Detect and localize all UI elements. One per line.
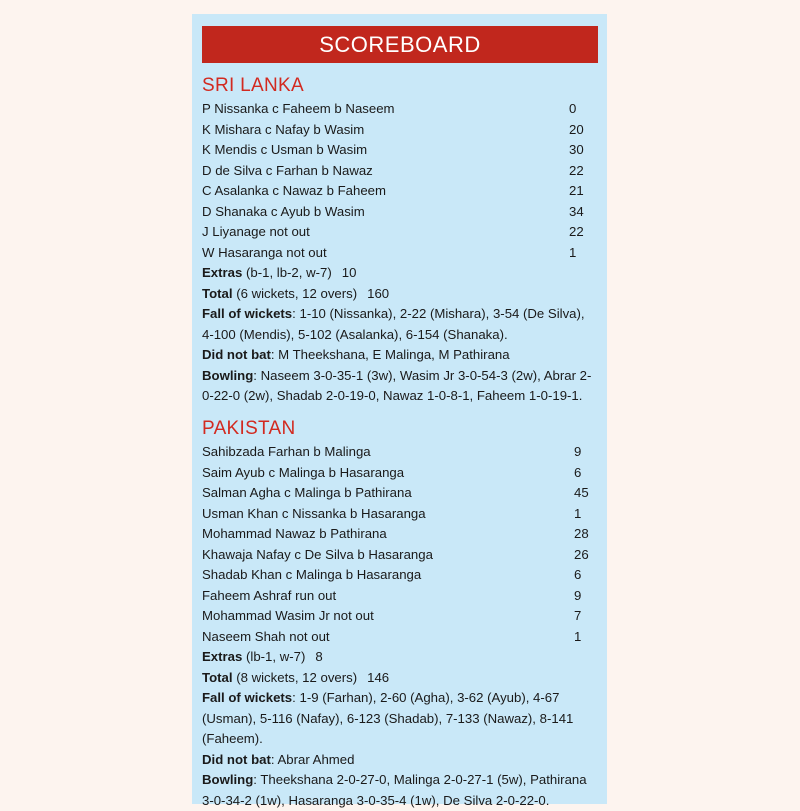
team-heading-pakistan: PAKISTAN [202,418,296,439]
pakistan-innings [202,442,597,811]
batting-row [202,586,597,607]
batting-row [202,222,597,243]
batting-row [202,243,597,264]
batting-row [202,161,597,182]
fall-of-wickets [202,688,597,750]
did-not-bat [202,345,597,366]
batter-runs: 26 [574,546,589,562]
fow-detail: : 1-9 (Farhan), 2-60 (Agha), 3-62 (Ayub), 4-67 (Usman), 5-116 (Nafay), 6-123 (Shadab), 7-133 (Nawaz), 8-141 (Faheem). [202,690,574,746]
extras-label: Extras [202,649,243,664]
total-label: Total [202,285,233,301]
bowling-figures [202,366,597,407]
batter-runs: 22 [569,162,584,178]
batter-dismissal: C Asalanka c Nawaz b Faheem [202,183,386,198]
bowling-label: Bowling [202,772,254,787]
batting-row [202,181,597,202]
batter-dismissal: Saim Ayub c Malinga b Hasaranga [202,464,405,480]
dnb-detail: : M Theekshana, E Malinga, M Pathirana [270,347,510,362]
batting-row [202,120,597,141]
batter-runs: 6 [574,464,582,480]
batter-runs: 1 [569,244,577,260]
batting-row [202,545,597,566]
fall-of-wickets [202,304,597,345]
extras-total: 8 [315,649,323,664]
batting-row [202,483,597,504]
bowling-detail: : Naseem 3-0-35-1 (3w), Wasim Jr 3-0-54-3 (2w), Abrar 2-0-22-0 (2w), Shadab 2-0-19-0, Nawaz 1-0-8-1, Faheem 1-0-19-1. [202,367,592,403]
batter-dismissal: J Liyanage not out [202,224,310,239]
batting-row [202,99,597,120]
batter-dismissal: W Hasaranga not out [202,244,327,260]
fow-label: Fall of wickets [202,690,293,705]
total-detail: (8 wickets, 12 overs) [236,669,358,685]
extras-label: Extras [202,265,243,280]
batting-row [202,524,597,545]
batter-runs: 34 [569,203,584,219]
batter-dismissal: Mohammad Wasim Jr not out [202,608,374,623]
total-runs: 160 [367,285,390,301]
batter-dismissal: Naseem Shah not out [202,628,330,644]
total-detail: (6 wickets, 12 overs) [236,285,358,301]
total-line [202,284,597,305]
batter-dismissal: Shadab Khan c Malinga b Hasaranga [202,567,422,582]
fow-detail: : 1-10 (Nissanka), 2-22 (Mishara), 3-54 (De Silva), 4-100 (Mendis), 5-102 (Asalanka), 6-154 (Shanaka). [202,306,585,342]
batter-dismissal: Sahibzada Farhan b Malinga [202,444,371,459]
total-runs: 146 [367,669,390,685]
dnb-detail: : Abrar Ahmed [270,751,355,767]
batting-row [202,606,597,627]
batter-dismissal: K Mendis c Usman b Wasim [202,142,368,157]
scoreboard-title: SCOREBOARD [202,26,598,63]
bowling-label: Bowling [202,367,254,383]
batter-runs: 0 [569,101,577,116]
batter-runs: 9 [574,444,582,459]
batter-runs: 21 [569,183,584,198]
batter-dismissal: D Shanaka c Ayub b Wasim [202,203,365,219]
total-label: Total [202,669,233,685]
dnb-label: Did not bat [202,347,271,362]
team-heading-sri-lanka: SRI LANKA [202,75,304,96]
batting-row [202,565,597,586]
batter-dismissal: Faheem Ashraf run out [202,587,337,603]
batter-runs: 6 [574,567,582,582]
extras-line [202,263,597,284]
extras-detail: (b-1, lb-2, w-7) [246,265,332,280]
batting-row [202,463,597,484]
batter-dismissal: Usman Khan c Nissanka b Hasaranga [202,505,426,521]
batting-row [202,504,597,525]
batter-runs: 22 [569,224,584,239]
extras-detail: (lb-1, w-7) [246,649,306,664]
sri-lanka-innings [202,99,597,407]
batter-dismissal: P Nissanka c Faheem b Naseem [202,101,395,116]
batter-runs: 1 [574,505,582,521]
fow-label: Fall of wickets [202,306,293,321]
batting-row [202,627,597,648]
batting-row [202,202,597,223]
batter-runs: 7 [574,608,582,623]
batting-row [202,140,597,161]
bowling-figures [202,770,597,811]
batter-runs: 28 [574,526,589,541]
batting-row [202,442,597,463]
batter-dismissal: Khawaja Nafay c De Silva b Hasaranga [202,546,433,562]
batter-dismissal: K Mishara c Nafay b Wasim [202,121,365,137]
bowling-detail: : Theekshana 2-0-27-0, Malinga 2-0-27-1 (5w), Pathirana 3-0-34-2 (1w), Hasaranga 3-0-35-4 (1w), De Silva 2-0-22-0. [202,772,587,808]
batter-runs: 9 [574,587,582,603]
batter-runs: 45 [574,485,589,500]
batter-runs: 30 [569,142,584,157]
total-line [202,668,597,689]
batter-runs: 1 [574,628,582,644]
extras-total: 10 [341,265,357,280]
batter-dismissal: Mohammad Nawaz b Pathirana [202,526,387,541]
batter-runs: 20 [569,121,584,137]
did-not-bat [202,750,597,771]
dnb-label: Did not bat [202,751,271,767]
batter-dismissal: D de Silva c Farhan b Nawaz [202,162,373,178]
extras-line [202,647,597,668]
batter-dismissal: Salman Agha c Malinga b Pathirana [202,485,412,500]
scoreboard-card [192,14,607,808]
